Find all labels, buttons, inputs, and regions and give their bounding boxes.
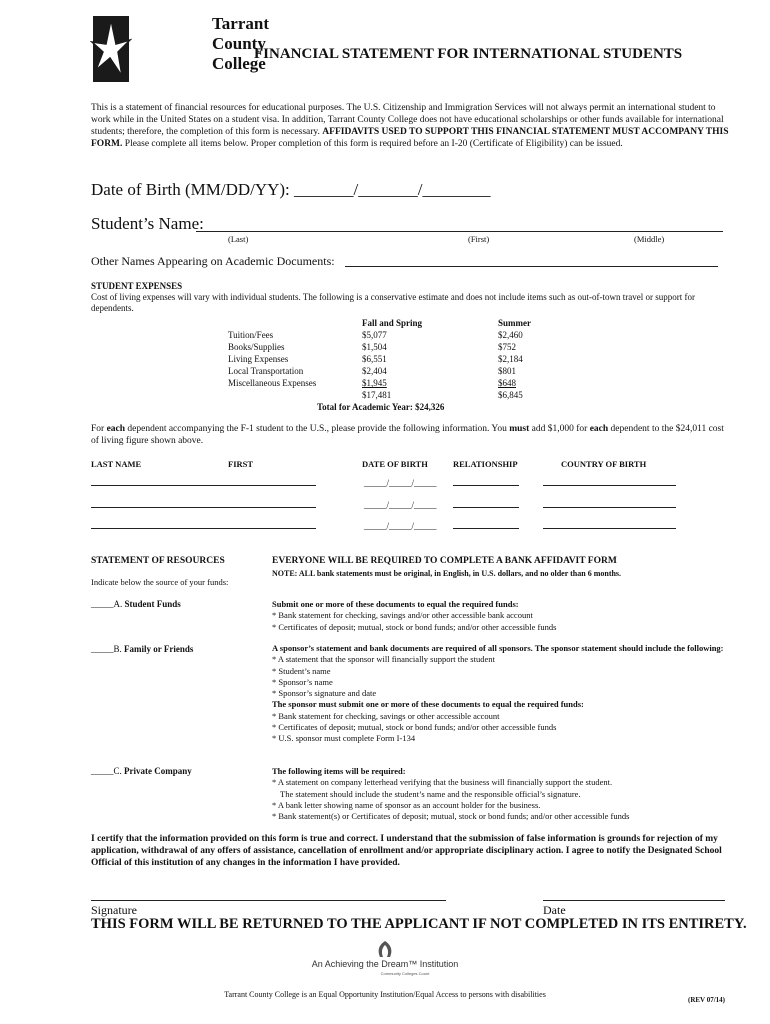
dependent-name-input[interactable] <box>91 485 316 486</box>
last-name-caption: (Last) <box>228 234 249 244</box>
dep-bold-3: each <box>589 424 609 434</box>
revision-label: (REV 07/14) <box>688 996 726 1004</box>
requirement-item: * A statement that the sponsor will financially support the student <box>272 654 495 665</box>
dependent-relationship-input[interactable] <box>453 528 519 529</box>
other-names-label: Other Names Appearing on Academic Documents: <box>91 254 335 268</box>
expense-label: Miscellaneous Expenses <box>228 378 317 388</box>
student-name-input[interactable] <box>196 231 723 232</box>
requirement-heading: A sponsor’s statement and bank documents are required of all sponsors. The sponsor statement should include the following: <box>272 643 724 653</box>
source-private-company[interactable] <box>91 766 192 776</box>
requirement-heading: Submit one or more of these documents to equal the required funds: <box>272 599 519 609</box>
logo-line-1: Tarrant <box>212 14 269 33</box>
expense-summer: $2,460 <box>498 330 523 340</box>
dependent-dob-input[interactable]: _____/_____/_____ <box>364 500 437 510</box>
requirement-item: * Sponsor’s signature and date <box>272 688 377 699</box>
date-input[interactable] <box>543 900 725 901</box>
bank-note: NOTE: ALL bank statements must be original, in English, in U.S. dollars, and no older than 6 months. <box>272 569 622 578</box>
col-fall-spring: Fall and Spring <box>362 318 423 328</box>
expense-label: Tuition/Fees <box>228 330 274 340</box>
logo-line-2: County <box>212 34 266 53</box>
date-label: Date <box>543 903 566 917</box>
requirement-item: * A bank letter showing name of sponsor as an account holder for the business. <box>272 799 541 810</box>
expense-fall: $5,077 <box>362 330 387 340</box>
requirement-item: * Student’s name <box>272 665 331 676</box>
requirement-item: * Sponsor’s name <box>272 676 333 687</box>
source-blank[interactable]: _____ <box>91 644 114 654</box>
expense-summer: $648 <box>498 378 516 388</box>
dependents-paragraph <box>91 423 731 447</box>
expense-summer: $801 <box>498 366 516 376</box>
source-letter: B. <box>113 644 125 654</box>
expense-label: Local Transportation <box>228 366 304 376</box>
expenses-heading: STUDENT EXPENSES <box>91 281 183 291</box>
intro-paragraph <box>91 102 731 150</box>
dependent-relationship-input[interactable] <box>453 485 519 486</box>
student-funds-requirements <box>272 599 732 633</box>
achieving-the-dream-logo <box>310 940 460 980</box>
dependent-dob-input[interactable]: _____/_____/_____ <box>364 521 437 531</box>
source-family-friends[interactable] <box>91 644 193 654</box>
private-company-requirements <box>272 766 732 822</box>
header-country-of-birth: COUNTRY OF BIRTH <box>561 459 647 469</box>
family-friends-requirements <box>272 643 732 745</box>
intro-text-1: This is a statement of financial resources for educational purposes. The U.S. Citizenship and Immigration Services will not always permit an international student to work while in the United States on a student visa. In addition, Tarrant County College does not have educational scholarships or other funds available for international students; therefore, the completion of this form is necessary. <box>91 103 724 137</box>
signature-input[interactable] <box>91 900 446 901</box>
dependent-country-input[interactable] <box>543 528 676 529</box>
atd-name: An Achieving the Dream™ Institution <box>311 959 459 969</box>
total-fall: $17,481 <box>362 390 392 400</box>
requirement-item: The statement should include the student’s name and the responsible official’s signature. <box>280 788 581 799</box>
expense-fall: $6,551 <box>362 354 387 364</box>
source-label: Student Funds <box>124 599 181 609</box>
dep-text-4: dependent to the $24,011 cost of living figure shown above. <box>91 424 724 446</box>
dependent-dob-input[interactable]: _____/_____/_____ <box>364 478 437 488</box>
source-letter: A. <box>113 599 125 609</box>
expenses-description: Cost of living expenses will vary with individual students. The following is a conservative estimate and does not include items such as out-of-town travel or support for dependents. <box>91 292 695 313</box>
dep-text-1: For <box>91 424 107 434</box>
expense-fall: $1,504 <box>362 342 387 352</box>
source-student-funds[interactable] <box>91 599 181 609</box>
source-blank[interactable]: _____ <box>91 766 114 776</box>
expense-fall: $2,404 <box>362 366 387 376</box>
middle-name-caption: (Middle) <box>634 234 665 244</box>
requirement-item: * U.S. sponsor must complete Form I-134 <box>272 733 416 744</box>
bank-affidavit-heading: EVERYONE WILL BE REQUIRED TO COMPLETE A BANK AFFIDAVIT FORM <box>272 556 617 566</box>
dep-bold-1: each <box>106 424 126 434</box>
total-summer: $6,845 <box>498 390 523 400</box>
header-relationship: RELATIONSHIP <box>453 459 518 469</box>
student-name-label: Student’s Name: <box>91 214 204 233</box>
atd-subtitle: Community Colleges Count <box>380 971 430 976</box>
logo-line-3: College <box>212 54 266 73</box>
intro-bold: AFFIDAVITS USED TO SUPPORT THIS FINANCIAL STATEMENT MUST ACCOMPANY THIS FORM. <box>91 127 729 149</box>
dependent-relationship-input[interactable] <box>453 507 519 508</box>
date-of-birth-field[interactable]: Date of Birth (MM/DD/YY): _______/_______/________ <box>91 180 491 199</box>
expense-summer: $2,184 <box>498 354 523 364</box>
source-letter: C. <box>113 766 125 776</box>
resources-subheading: Indicate below the source of your funds: <box>91 577 229 587</box>
signature-label: Signature <box>91 903 137 917</box>
other-names-input[interactable] <box>345 266 718 267</box>
expense-fall: $1,945 <box>362 378 387 388</box>
resources-heading: STATEMENT OF RESOURCES <box>91 556 225 566</box>
source-label: Family or Friends <box>124 644 194 654</box>
source-label: Private Company <box>124 766 192 776</box>
expense-label: Books/Supplies <box>228 342 285 352</box>
requirement-item: * A statement on company letterhead verifying that the business will financially support the student. <box>272 777 613 788</box>
header-first: FIRST <box>228 459 254 469</box>
expense-label: Living Expenses <box>228 354 289 364</box>
dep-bold-2: must <box>509 424 530 434</box>
requirement-heading: The sponsor must submit one or more of these documents to equal the required funds: <box>272 699 584 710</box>
requirement-item: * Certificates of deposit; mutual, stock or bond funds; and/or other accessible funds <box>272 621 557 632</box>
page-title: FINANCIAL STATEMENT FOR INTERNATIONAL STUDENTS <box>254 46 683 62</box>
requirement-heading: The following items will be required: <box>272 766 406 776</box>
footer-eeo: Tarrant County College is an Equal Opportunity Institution/Equal Access to persons with disabilities <box>224 990 546 999</box>
logo-wordmark <box>212 14 269 74</box>
header-date-of-birth: DATE OF BIRTH <box>362 459 428 469</box>
expense-summer: $752 <box>498 342 516 352</box>
header-last-name: LAST NAME <box>91 459 142 469</box>
requirement-item: * Certificates of deposit; mutual, stock or bond funds; and/or other accessible funds <box>272 722 557 733</box>
total-academic-year: Total for Academic Year: $24,326 <box>317 402 445 412</box>
star-icon <box>90 14 132 84</box>
dependent-country-input[interactable] <box>543 485 676 486</box>
dep-text-3: add $1,000 for <box>529 424 590 434</box>
dependent-name-input[interactable] <box>91 528 316 529</box>
requirement-item: * Bank statement(s) or Certificates of deposit; mutual, stock or bond funds; and/or other accessible funds <box>272 811 630 822</box>
certification-statement: I certify that the information provided on this form is true and correct. I understand that the submission of false information is grounds for rejection of my application, withdrawal of any offers of assistance, cancellation of enrollment and/or appropriate disciplinary action. I agree to notify the Designated School Official of this institution of any changes in the information I have provided. <box>91 834 722 868</box>
dep-text-2: dependent accompanying the F-1 student to the U.S., please provide the following information. You <box>125 424 510 434</box>
col-summer: Summer <box>498 318 531 328</box>
return-notice: THIS FORM WILL BE RETURNED TO THE APPLICANT IF NOT COMPLETED IN ITS ENTIRETY. <box>91 916 747 932</box>
college-logo <box>90 14 269 84</box>
first-name-caption: (First) <box>468 234 490 244</box>
intro-text-2: Please complete all items below. Proper completion of this form is required before an I-20 (Certificate of Eligibility) can be issued. <box>122 139 623 149</box>
flame-icon <box>374 940 396 958</box>
source-blank[interactable]: _____ <box>91 599 114 609</box>
dependent-country-input[interactable] <box>543 507 676 508</box>
dependent-name-input[interactable] <box>91 507 316 508</box>
requirement-item: * Bank statement for checking, savings and/or other accessible bank account <box>272 610 533 621</box>
requirement-item: * Bank statement for checking, savings or other accessible account <box>272 710 500 721</box>
